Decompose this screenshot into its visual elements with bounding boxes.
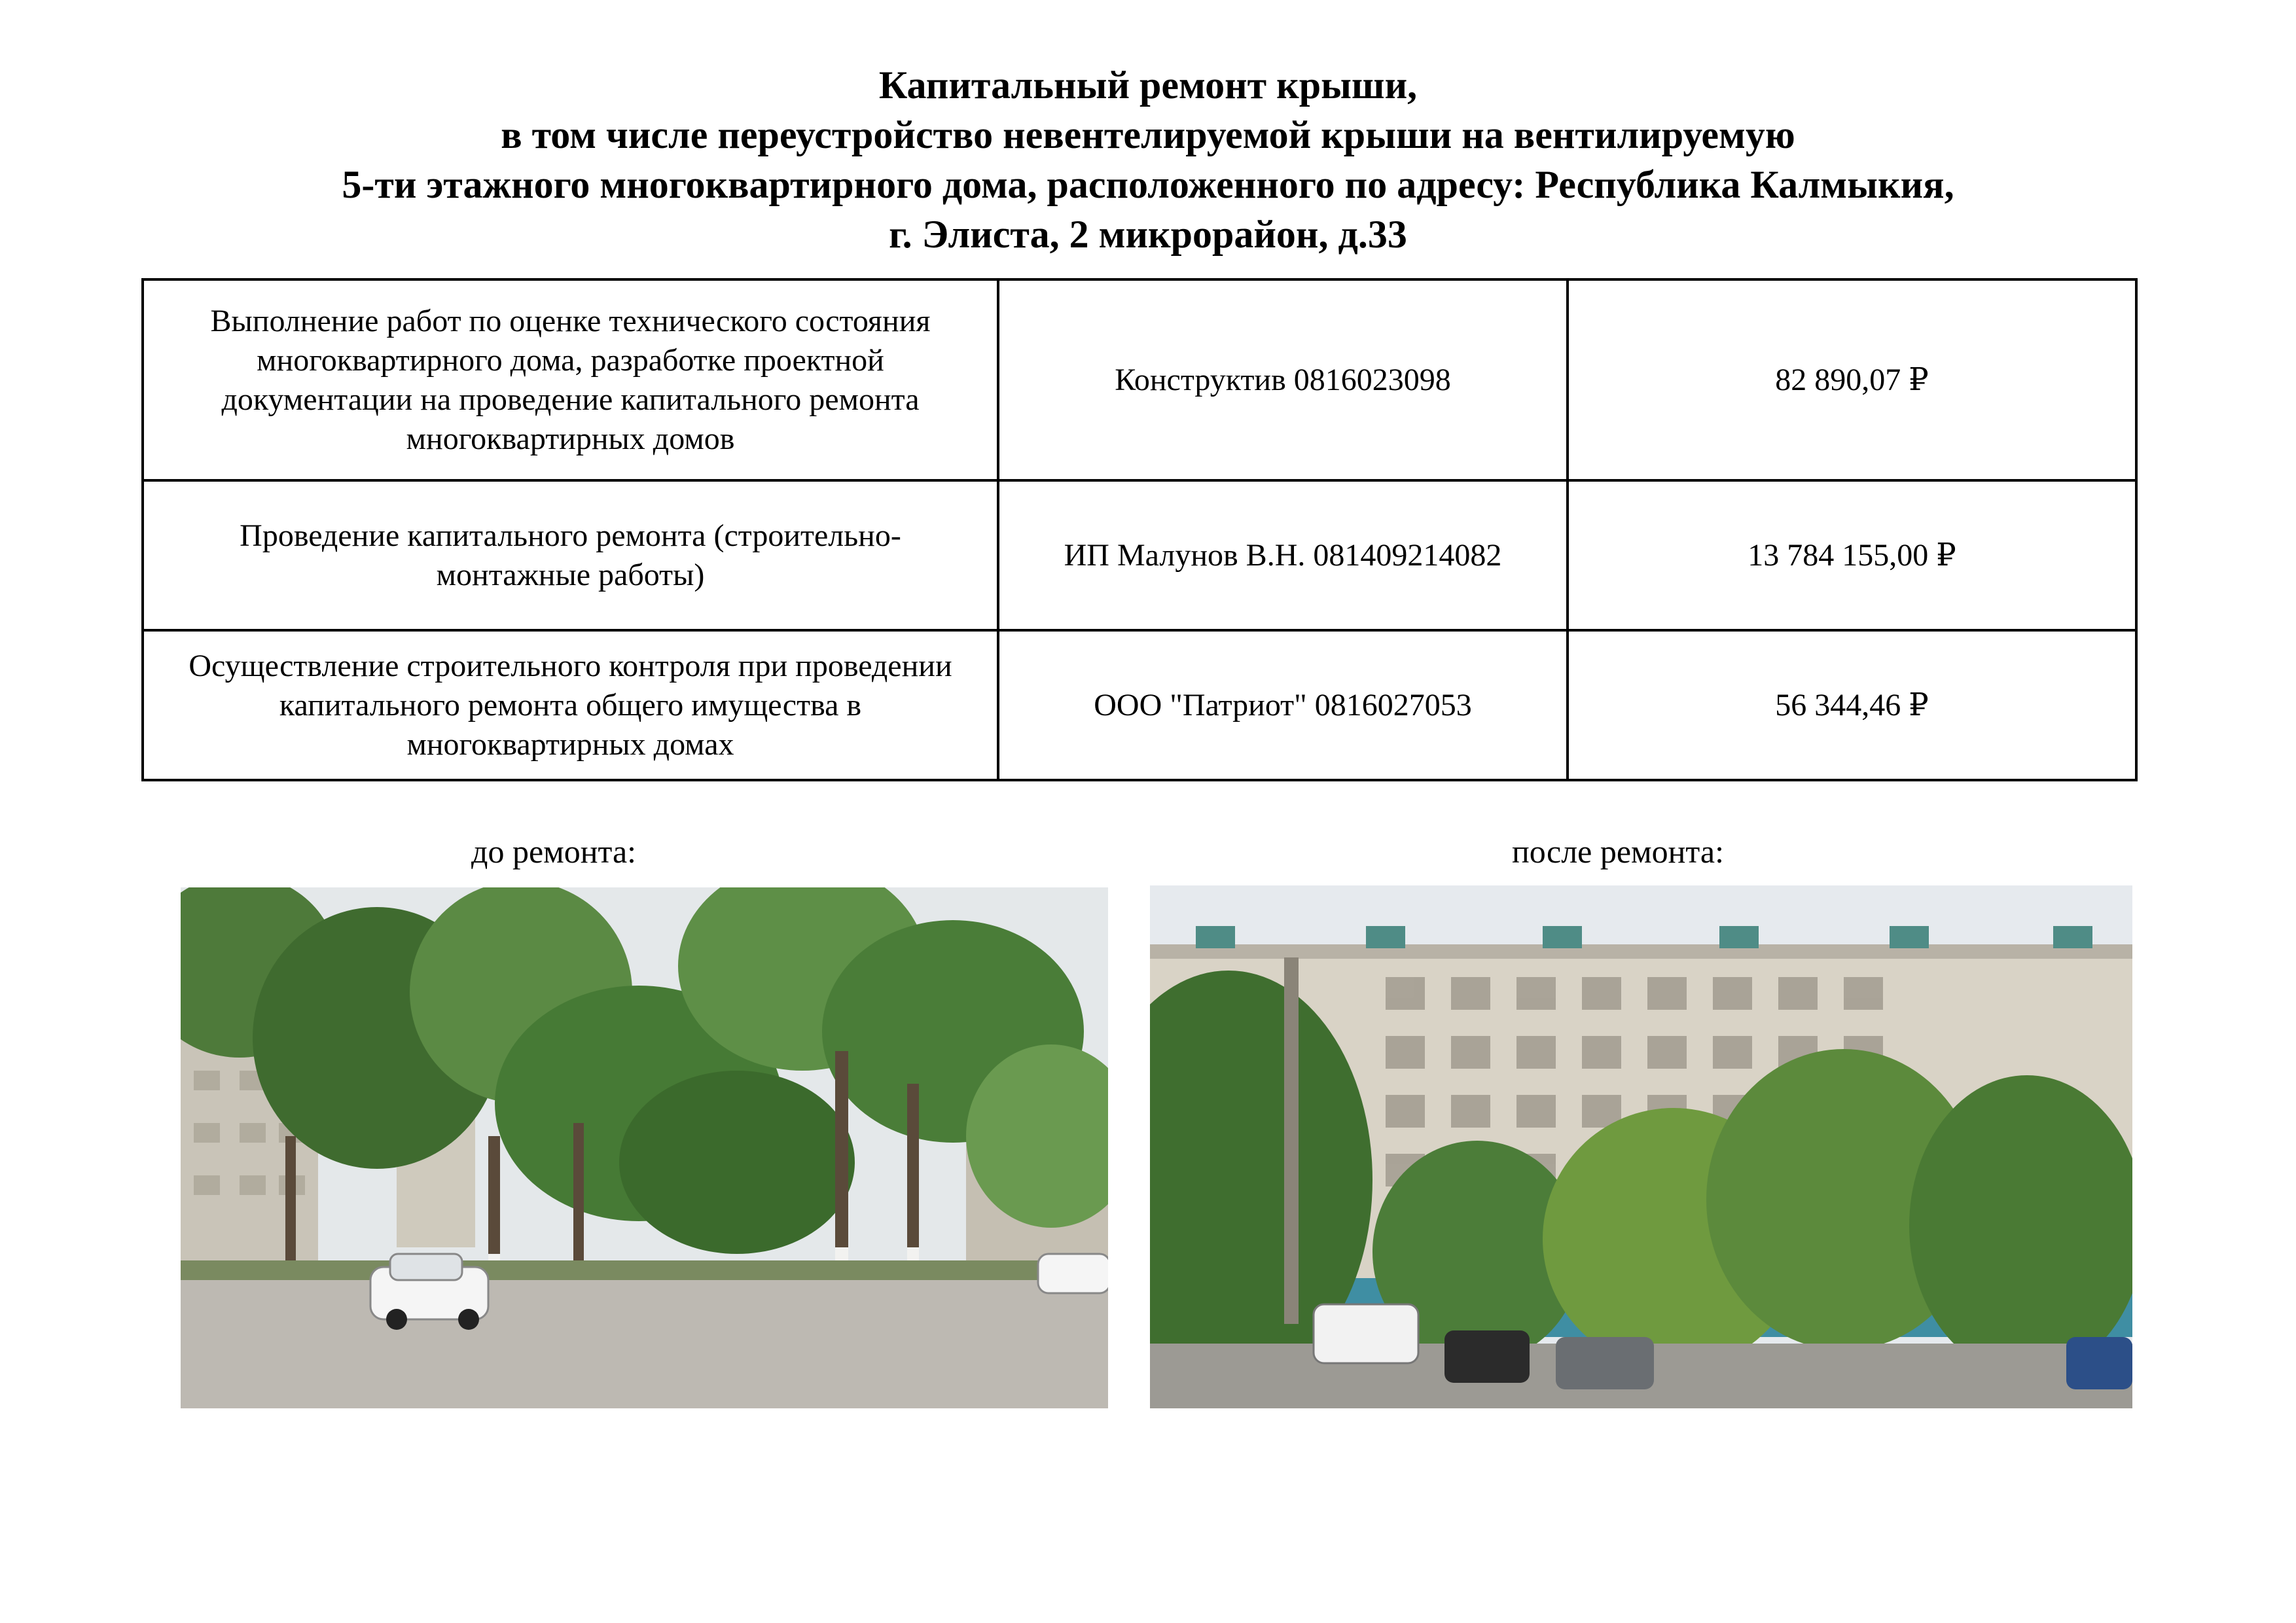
after-repair-caption: после ремонта: xyxy=(1512,833,1724,870)
work-line: капитального ремонта общего имущества в xyxy=(279,687,862,722)
table-row xyxy=(143,279,2136,480)
amount-cell: 13 784 155,00 ₽ xyxy=(1568,480,2136,630)
title-line-4: г. Элиста, 2 микрорайон, д.33 xyxy=(889,213,1407,256)
before-repair-photo xyxy=(181,887,1108,1408)
work-line: Проведение капитального ремонта (строительно- xyxy=(240,518,901,553)
amount-cell: 82 890,07 ₽ xyxy=(1568,279,2136,480)
before-repair-caption: до ремонта: xyxy=(471,833,637,870)
title-line-3: 5-ти этажного многоквартирного дома, расположенного по адресу: Республика Калмыкия, xyxy=(342,163,1954,206)
works-table xyxy=(141,278,2138,781)
after-repair-image xyxy=(1150,885,2132,1408)
work-line: многоквартирных домов xyxy=(406,421,735,456)
title-line-1: Капитальный ремонт крыши, xyxy=(878,63,1418,107)
table-row xyxy=(143,480,2136,630)
title-line-2: в том числе переустройство невентелируемой крыши на вентилируемую xyxy=(501,113,1795,156)
document-title xyxy=(0,60,2296,259)
work-description-cell xyxy=(143,630,998,780)
before-repair-image xyxy=(181,887,1108,1408)
work-line: документации на проведение капитального ремонта xyxy=(221,382,920,417)
contractor-cell: Конструктив 0816023098 xyxy=(998,279,1568,480)
work-line: Осуществление строительного контроля при проведении xyxy=(188,648,952,683)
work-description-cell xyxy=(143,480,998,630)
work-line: многоквартирных домах xyxy=(406,726,734,762)
work-line: Выполнение работ по оценке технического состояния xyxy=(210,303,931,338)
work-description-cell xyxy=(143,279,998,480)
work-line: монтажные работы) xyxy=(436,557,705,592)
table-row xyxy=(143,630,2136,780)
after-repair-photo xyxy=(1150,885,2132,1408)
contractor-cell: ИП Малунов В.Н. 081409214082 xyxy=(998,480,1568,630)
work-line: многоквартирного дома, разработке проектной xyxy=(257,342,884,378)
amount-cell: 56 344,46 ₽ xyxy=(1568,630,2136,780)
contractor-cell: ООО "Патриот" 0816027053 xyxy=(998,630,1568,780)
